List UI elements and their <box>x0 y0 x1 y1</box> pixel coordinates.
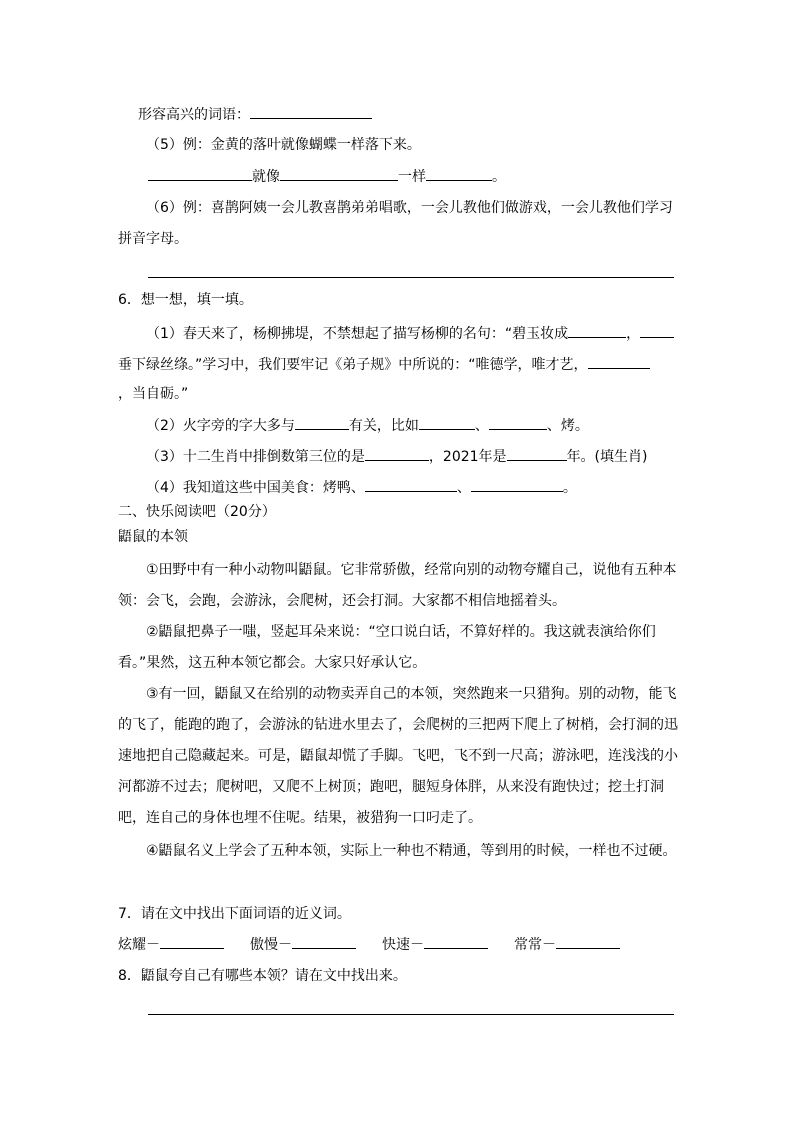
q6-s3-blank-2[interactable] <box>507 446 567 461</box>
q7-blank-2[interactable] <box>292 934 356 949</box>
story-title: 鼯鼠的本领 <box>118 529 188 545</box>
q5-sub6-answer-line[interactable] <box>148 277 674 278</box>
q7-title: 7．请在文中找出下面词语的近义词。 <box>118 906 351 922</box>
q5-sub5-example: （5）例：金黄的落叶就像蝴蝶一样落下来。 <box>146 137 421 153</box>
q7-items <box>118 934 620 955</box>
q6-s1-blank-3[interactable] <box>588 354 650 369</box>
q6-s1-text-a: （1）春天来了，杨柳拂堤，不禁想起了描写杨柳的名句：“碧玉妆成 <box>146 326 569 342</box>
story-paragraph-2: ②鼯鼠把鼻子一嗤，竖起耳朵来说：“空口说白话，不算好样的。我这就表演给你们看。”果然，这五种本领它都会。大家只好承认它。 <box>118 624 656 671</box>
q5-sub6-line1: （6）例：喜鹊阿姨一会儿教喜鹊弟弟唱歌，一会儿教他们做游戏，一会儿教他们学习 <box>146 200 673 216</box>
happy-words-line <box>138 104 372 125</box>
q6-s4-text-c: 。 <box>562 480 577 496</box>
sub5-mid-text: 就像 <box>252 169 280 185</box>
q6-title: 6．想一想，填一填。 <box>118 292 253 308</box>
q6-s3-text-b: ，2021年是 <box>428 449 507 465</box>
story-paragraph-1: ①田野中有一种小动物叫鼯鼠。它非常骄傲，经常向别的动物夸耀自己，说他有五种本领：会飞，会跑，会游泳，会爬树，还会打洞。大家都不相信地摇着头。 <box>118 562 677 609</box>
q6-s2-text-d: 、烤。 <box>546 418 589 434</box>
q5-sub6-line2: 拼音字母。 <box>118 231 188 247</box>
story-paragraph-3: ③有一回，鼯鼠又在给别的动物卖弄自己的本领，突然跑来一只猎狗。别的动物，能飞的飞了，能跑的跑了，会游泳的钻进水里去了，会爬树的三把两下爬上了树梢，会打洞的迅速地把自己隐藏起来。可是，鼯鼠却慌了手脚。飞吧，飞不到一尺高；游泳吧，连浅浅的小河都游不过去；爬树吧，又爬不上树顶；跑吧，腿短身体胖，从来没有跑快过；挖土打洞吧，连自己的身体也埋不住呢。结果，被猎狗一口叼走了。 <box>118 686 678 826</box>
sub5-end-punct: 。 <box>492 169 506 185</box>
q6-s1-blank-2[interactable] <box>640 323 674 338</box>
q6-s4-blank-2[interactable] <box>471 477 563 492</box>
story-paragraph-4: ④鼯鼠名义上学会了五种本领，实际上一种也不精通，等到用的时候，一样也不过硬。 <box>146 843 677 859</box>
q7-item-3: 快速－ <box>382 934 488 955</box>
q6-s1-line1 <box>146 323 674 344</box>
q8-title: 8．鼯鼠夸自己有哪些本领？请在文中找出来。 <box>118 968 407 984</box>
q6-s1-text-c: 垂下绿丝绦。”学习中，我们要牢记《弟子规》中所说的：“唯德学，唯才艺， <box>118 357 588 373</box>
q6-s2-blank-1[interactable] <box>295 415 349 430</box>
q7-item-2: 傲慢－ <box>250 934 356 955</box>
q6-s2-text-a: （2）火字旁的字大多与 <box>146 418 295 434</box>
q7-item-4: 常常－ <box>514 934 620 955</box>
q5-sub5-fill <box>148 166 506 187</box>
q6-s2 <box>146 415 589 436</box>
q6-s1-text-b: ， <box>626 326 641 342</box>
q8-answer-line[interactable] <box>148 1014 674 1015</box>
q6-s2-text-b: 有关，比如 <box>348 418 419 434</box>
q6-s1-blank-1[interactable] <box>568 323 626 338</box>
q6-s4 <box>146 477 577 498</box>
q6-s4-text-b: 、 <box>456 480 471 496</box>
q6-s2-text-c: 、 <box>474 418 489 434</box>
q6-s4-text-a: （4）我知道这些中国美食：烤鸭、 <box>146 480 365 496</box>
q6-s1-line3: ，当自砺。” <box>118 386 189 402</box>
q6-s4-blank-1[interactable] <box>365 477 457 492</box>
happy-words-blank[interactable] <box>250 104 372 119</box>
sub5-end-text: 一样 <box>398 169 426 185</box>
q6-s3-blank-1[interactable] <box>365 446 429 461</box>
q6-s1-line2 <box>118 354 650 375</box>
sub5-blank-1[interactable] <box>148 166 252 181</box>
q6-s2-blank-3[interactable] <box>489 415 547 430</box>
q7-blank-4[interactable] <box>556 934 620 949</box>
q7-blank-3[interactable] <box>424 934 488 949</box>
q7-blank-1[interactable] <box>160 934 224 949</box>
happy-words-label: 形容高兴的词语： <box>138 107 250 123</box>
q6-s3-text-c: 年。(填生肖) <box>566 449 648 465</box>
q6-s3-text-a: （3）十二生肖中排倒数第三位的是 <box>146 449 365 465</box>
sub5-blank-2[interactable] <box>280 166 398 181</box>
q6-s3 <box>146 446 648 467</box>
section2-heading: 二、快乐阅读吧（20分） <box>118 504 276 520</box>
q7-item-1: 炫耀－ <box>118 934 224 955</box>
q6-s2-blank-2[interactable] <box>419 415 475 430</box>
sub5-blank-3[interactable] <box>426 166 492 181</box>
